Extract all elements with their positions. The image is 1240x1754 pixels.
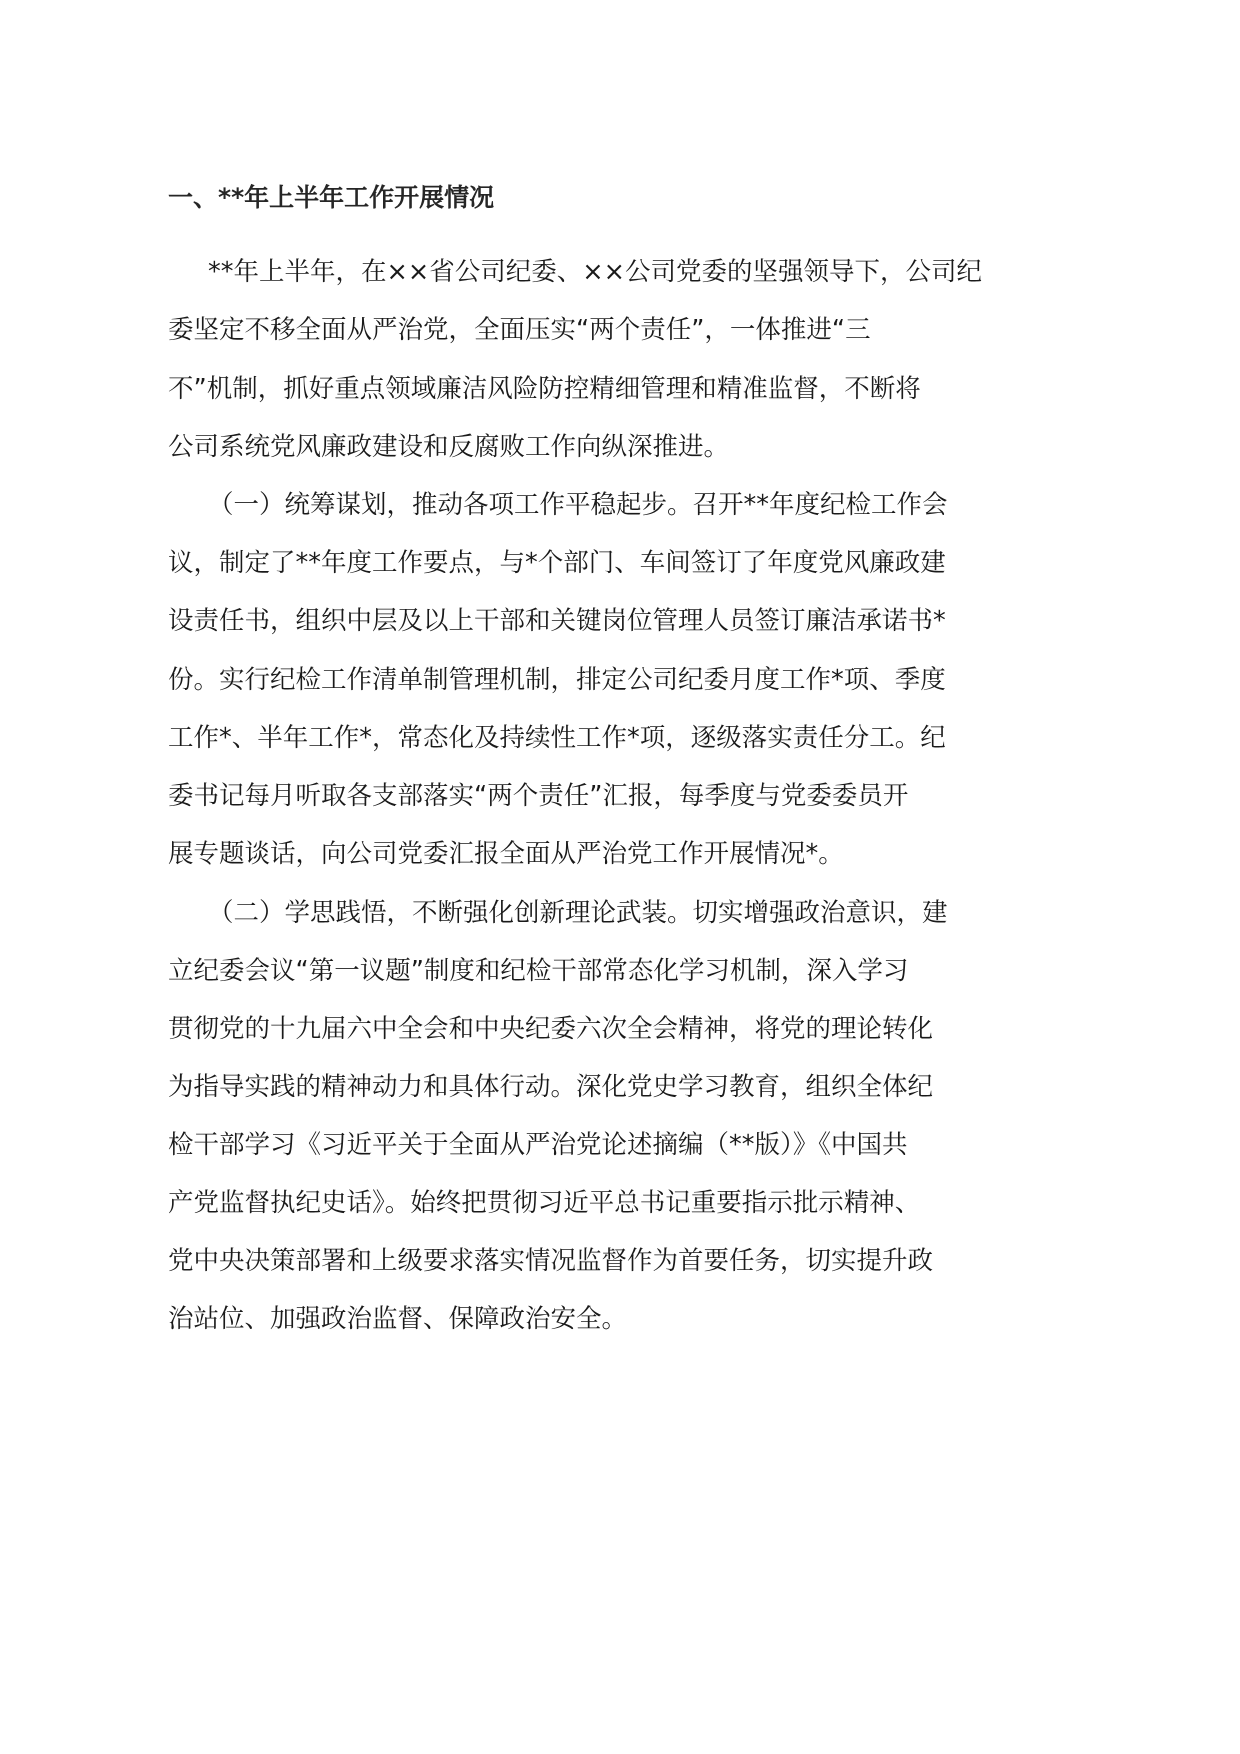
paragraph-section-1-line: 议，制定了**年度工作要点，与*个部门、车间签订了年度党风廉政建 [168,548,946,578]
paragraph-section-1-line: （一）统筹谋划，推动各项工作平稳起步。召开**年度纪检工作会 [208,490,948,520]
paragraph-section-2-line: 检干部学习《习近平关于全面从严治党论述摘编（**版）》《中国共 [168,1130,908,1160]
paragraph-section-2-line: 为指导实践的精神动力和具体行动。深化党史学习教育，组织全体纪 [168,1072,934,1102]
paragraph-section-1-line: 份。实行纪检工作清单制管理机制，排定公司纪委月度工作*项、季度 [168,665,946,695]
paragraph-intro-line: **年上半年，在××省公司纪委、××公司党委的坚强领导下，公司纪 [208,257,982,287]
paragraph-intro-line: 不”机制，抓好重点领域廉洁风险防控精细管理和精准监督，不断将 [168,374,921,404]
paragraph-section-1-line: 设责任书，组织中层及以上干部和关键岗位管理人员签订廉洁承诺书* [168,606,946,636]
paragraph-section-2-line: 党中央决策部署和上级要求落实情况监督作为首要任务，切实提升政 [168,1246,934,1276]
paragraph-section-1-line: 工作*、半年工作*，常态化及持续性工作*项，逐级落实责任分工。纪 [168,723,946,753]
paragraph-section-1-line: 展专题谈话，向公司党委汇报全面从严治党工作开展情况*。 [168,839,844,869]
paragraph-section-2-line: （二）学思践悟，不断强化创新理论武装。切实增强政治意识，建 [208,898,948,928]
paragraph-section-2-line: 治站位、加强政治监督、保障政治安全。 [168,1304,628,1334]
paragraph-section-2-line: 产党监督执纪史话》。始终把贯彻习近平总书记重要指示批示精神、 [168,1188,921,1218]
paragraph-section-2-line: 贯彻党的十九届六中全会和中央纪委六次全会精神，将党的理论转化 [168,1014,934,1044]
paragraph-intro-line: 委坚定不移全面从严治党，全面压实“两个责任”，一体推进“三 [168,315,871,345]
paragraph-intro-line: 公司系统党风廉政建设和反腐败工作向纵深推进。 [168,432,730,462]
paragraph-section-1-line: 委书记每月听取各支部落实“两个责任”汇报，每季度与党委委员开 [168,781,909,811]
section-heading: 一、**年上半年工作开展情况 [168,183,495,212]
paragraph-section-2-line: 立纪委会议“第一议题”制度和纪检干部常态化学习机制，深入学习 [168,956,909,986]
